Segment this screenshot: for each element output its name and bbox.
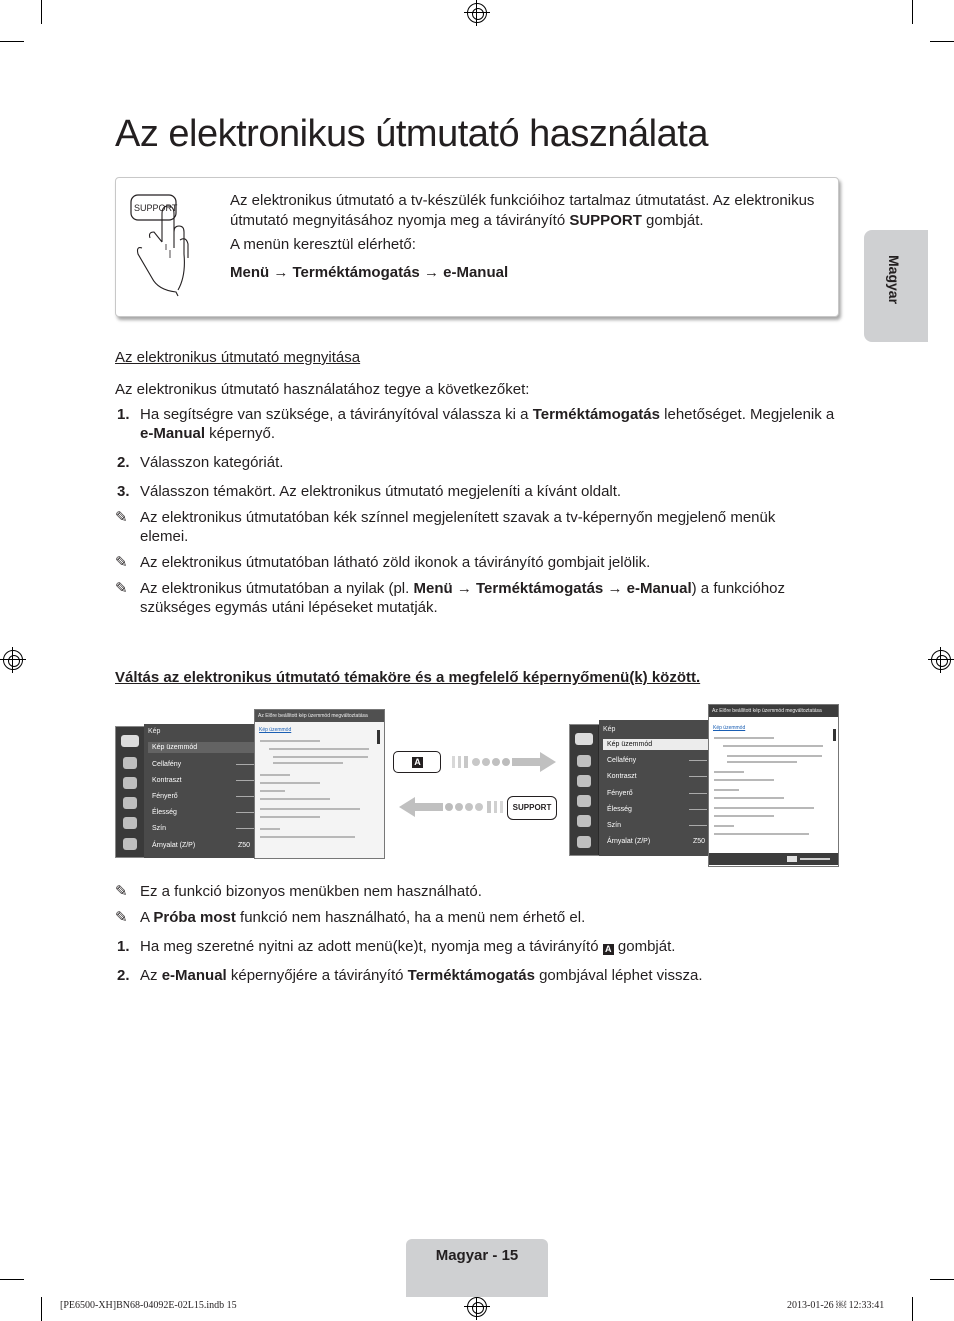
crop-mark <box>41 0 42 24</box>
section-heading: Váltás az elektronikus útmutató témaköre és a megfelelő képernyőmenü(k) között. <box>115 669 701 686</box>
menu-item[interactable] <box>148 759 258 770</box>
registration-mark-icon <box>3 650 23 670</box>
crop-mark <box>930 1279 954 1280</box>
step-text <box>140 405 840 443</box>
crop-mark <box>912 1297 913 1321</box>
menu-item-label: Cellafény <box>607 757 637 764</box>
step-text <box>140 966 703 985</box>
menu-item-label: Szín <box>152 825 167 832</box>
menu-item-label: Cellafény <box>152 761 182 768</box>
menu-item[interactable] <box>148 807 258 818</box>
note-keyword: Próba most <box>153 909 236 926</box>
language-side-tab <box>864 230 928 342</box>
step-text <box>140 937 675 956</box>
step-number: 2. <box>117 967 130 984</box>
channel-category-icon <box>577 775 591 787</box>
note-icon: ✎ <box>115 883 128 900</box>
crop-mark <box>930 41 954 42</box>
page-title: Az elektronikus útmutató használata <box>115 113 708 155</box>
footer-timestamp: 2013-01-26 ￼ 12:33:41 <box>787 1300 885 1311</box>
note-text <box>140 908 585 927</box>
note-icon: ✎ <box>115 554 128 571</box>
registration-mark-icon <box>467 1297 487 1317</box>
menu-item-label: Árnyalat (Z/P) <box>607 838 651 845</box>
menu-item-label: Fényerő <box>607 790 633 797</box>
note-text: Az elektronikus útmutatóban látható zöld ikonok a távirányító gombjait jelölik. <box>140 554 651 571</box>
help-panel-title: Az Előre beállított kép üzemmód megváltoztatása <box>255 710 384 722</box>
note-text <box>140 579 830 617</box>
step-text-part: Ha meg szeretné nyitni az adott menü(ke)t, nyomja meg a távirányító <box>140 938 603 955</box>
menu-item-label: Kontraszt <box>607 773 637 780</box>
step-number: 2. <box>117 454 130 471</box>
menu-item-label: Élesség <box>152 809 177 816</box>
language-side-tab-label: Magyar <box>886 255 902 305</box>
menu-item[interactable] <box>603 755 711 766</box>
menu-item[interactable] <box>148 791 258 802</box>
picture-menu-right <box>599 720 715 856</box>
back-arrow-icon <box>395 795 505 819</box>
menu-item-value: Z50 <box>237 842 250 849</box>
menu-item[interactable] <box>603 788 711 799</box>
menu-item[interactable] <box>148 775 258 786</box>
menu-item[interactable] <box>148 840 258 851</box>
sound-category-icon <box>577 755 591 767</box>
footer-file-info: [PE6500-XH]BN68-04092E-02L15.indb 15 <box>60 1300 237 1311</box>
note-keyword: e-Manual <box>626 580 692 597</box>
forward-arrow-icon <box>450 750 560 774</box>
menu-item-label: Árnyalat (Z/P) <box>152 842 196 849</box>
menu-title: Kép <box>148 728 161 735</box>
step-text-part: Az <box>140 967 162 984</box>
note-text-part: funkció nem használható, ha a menü nem érhető el. <box>235 909 586 926</box>
menu-item-label: Kontraszt <box>152 777 182 784</box>
remote-a-button[interactable] <box>393 751 441 773</box>
picture-category-icon <box>121 735 139 747</box>
intro-text-part: Az elektronikus útmutató a tv-készülék funkcióihoz tartalmaz útmutatást. Az elektronikus útmutató megnyitásához nyomja meg a távirányító <box>230 192 815 229</box>
note-text: Ez a funkció bizonyos menükben nem használható. <box>140 883 482 900</box>
step-text: Válasszon témakört. Az elektronikus útmutató megjeleníti a kívánt oldalt. <box>140 483 622 500</box>
page-number: Magyar - 15 <box>435 1247 519 1264</box>
a-key-icon: A <box>603 944 614 955</box>
support-keyword: SUPPORT <box>569 212 642 229</box>
help-panel-right <box>708 704 839 867</box>
note-text-part: A <box>140 909 154 926</box>
step-text-part: gombját. <box>613 938 676 955</box>
step-text-part: képernyő. <box>205 425 276 442</box>
help-panel-title: Az Előre beállított kép üzemmód megváltoztatása <box>709 705 838 717</box>
menu-path-text: Menü → Terméktámogatás → e-Manual <box>230 264 509 281</box>
menu-title: Kép <box>603 726 616 733</box>
step-keyword: e-Manual <box>140 425 206 442</box>
menu-item-label: Kép üzemmód <box>607 741 653 748</box>
note-icon: ✎ <box>115 509 128 526</box>
step-keyword: Terméktámogatás <box>407 967 535 984</box>
picture-menu-left <box>144 724 262 858</box>
note-keyword: → <box>603 580 627 597</box>
system-category-icon <box>577 815 591 827</box>
note-keyword: → <box>452 580 476 597</box>
intro-text-part: gombját. <box>641 212 704 229</box>
menu-item[interactable] <box>603 771 711 782</box>
menu-item-label: Szín <box>607 822 622 829</box>
step-text-part: Ha segítségre van szüksége, a távirányítóval válassza ki a <box>140 406 533 423</box>
menu-item[interactable] <box>148 742 260 753</box>
menu-item[interactable] <box>603 804 711 815</box>
step-number: 3. <box>117 483 130 500</box>
help-panel-left <box>254 709 385 859</box>
page-number-tab <box>406 1239 548 1297</box>
menu-item[interactable] <box>603 820 711 831</box>
step-keyword: e-Manual <box>161 967 227 984</box>
support-button-label: SUPPORT <box>134 203 178 213</box>
system-category-icon <box>123 817 137 829</box>
step-text-part: lehetőséget. Megjelenik a <box>659 406 835 423</box>
section-heading: Az elektronikus útmutató megnyitása <box>115 349 361 366</box>
note-text-part: ) a funkcióhoz szükséges egymás utáni lépéseket mutatják. <box>140 580 786 616</box>
registration-mark-icon <box>931 650 951 670</box>
crop-mark <box>0 41 24 42</box>
intro-text <box>230 191 820 283</box>
crop-mark <box>0 1279 24 1280</box>
menu-item-value: Z50 <box>692 838 705 845</box>
step-text-part: gombjával léphet vissza. <box>534 967 703 984</box>
section-lead: Az elektronikus útmutató használatához tegye a következőket: <box>115 381 530 398</box>
crop-mark <box>41 1297 42 1321</box>
menu-item[interactable] <box>603 836 711 847</box>
remote-support-button[interactable]: SUPPORT <box>507 796 557 820</box>
note-keyword: Menü <box>413 580 453 597</box>
help-panel-link[interactable]: Kép üzemmód <box>713 725 746 731</box>
support-category-icon <box>123 838 137 850</box>
note-keyword: Terméktámogatás <box>476 580 604 597</box>
note-icon: ✎ <box>115 909 128 926</box>
support-category-icon <box>577 836 591 848</box>
sound-category-icon <box>123 757 137 769</box>
step-number: 1. <box>117 938 130 955</box>
step-text: Válasszon kategóriát. <box>140 454 284 471</box>
step-keyword: Terméktámogatás <box>532 406 660 423</box>
network-category-icon <box>577 795 591 807</box>
registration-mark-icon <box>467 3 487 23</box>
network-category-icon <box>123 797 137 809</box>
step-text-part: képernyőjére a távirányító <box>226 967 408 984</box>
intro-paragraph <box>230 191 820 231</box>
tv-category-icons <box>116 727 144 857</box>
menu-item-selected[interactable] <box>603 739 711 750</box>
note-text-part: Az elektronikus útmutatóban a nyilak (pl. <box>140 580 414 597</box>
menu-item-label: Fényerő <box>152 793 178 800</box>
crop-mark <box>912 0 913 24</box>
menu-item-label: Kép üzemmód <box>152 744 198 751</box>
intro-access-text: A menün keresztül elérhető: <box>230 236 416 253</box>
note-text: Az elektronikus útmutatóban kék színnel megjelenített szavak a tv-képernyőn megjelenő menük elemei. <box>140 509 776 545</box>
menu-item-label: Élesség <box>607 806 632 813</box>
note-icon: ✎ <box>115 580 128 597</box>
tv-category-icons <box>570 725 598 855</box>
step-number: 1. <box>117 406 130 423</box>
a-key-icon: A <box>412 757 423 768</box>
channel-category-icon <box>123 777 137 789</box>
menu-path <box>230 263 820 283</box>
picture-category-icon <box>575 733 593 745</box>
help-panel-link[interactable]: Kép üzemmód <box>259 727 292 733</box>
menu-item[interactable] <box>148 823 258 834</box>
